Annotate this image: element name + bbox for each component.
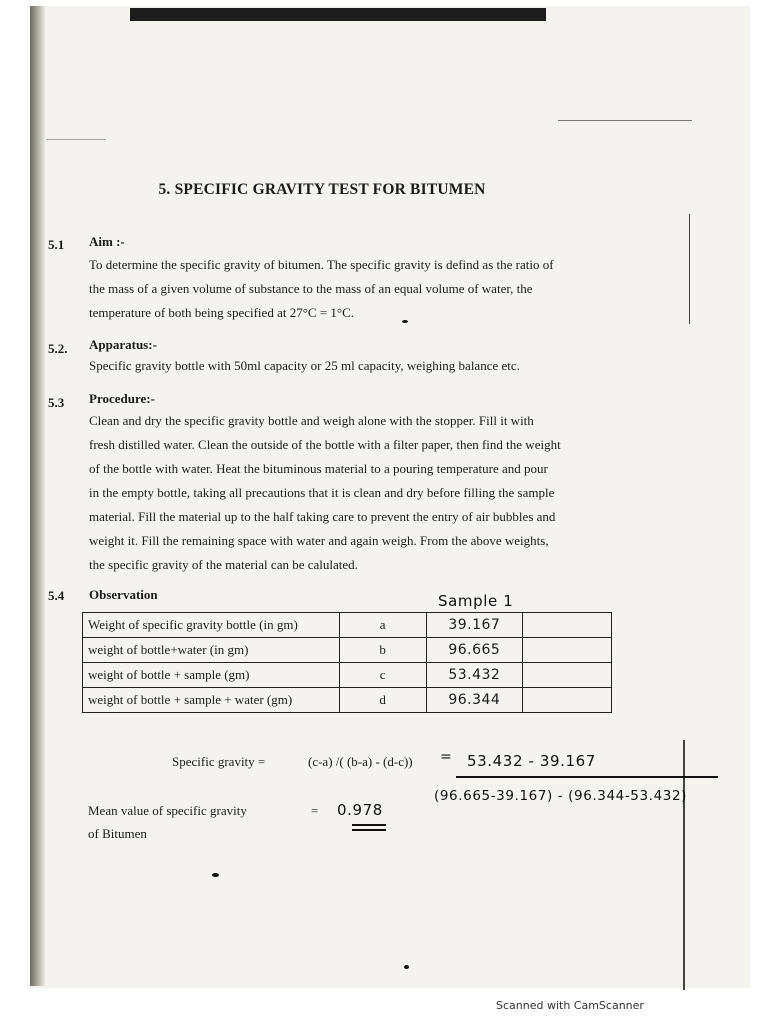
scan-rule <box>46 139 106 140</box>
text-line: Specific gravity bottle with 50ml capacity or 25 ml capacity, weighing balance etc. <box>89 358 520 373</box>
text-line: To determine the specific gravity of bitumen. The specific gravity is defind as the ratio of <box>89 257 554 272</box>
empty-cell <box>522 663 611 688</box>
formula-denominator: (96.665-39.167) - (96.344-53.432) <box>434 788 688 804</box>
row-value: 39.167 <box>426 613 522 638</box>
sample-header: Sample 1 <box>438 592 514 610</box>
formula-label: Specific gravity = <box>172 754 266 769</box>
row-label: weight of bottle + sample (gm) <box>83 663 340 688</box>
row-symbol: b <box>339 638 426 663</box>
apparatus-paragraph <box>89 354 617 378</box>
section-heading: Procedure:- <box>89 391 155 406</box>
text-line: in the empty bottle, taking all precautions that it is clean and dry before filling the sample <box>89 485 555 500</box>
row-value: 53.432 <box>426 663 522 688</box>
row-symbol: a <box>339 613 426 638</box>
row-symbol: c <box>339 663 426 688</box>
underline <box>352 829 386 831</box>
mean-value: 0.978 <box>337 801 383 819</box>
section-number: 5.4 <box>48 588 65 603</box>
scanner-watermark: Scanned with CamScanner <box>496 999 644 1012</box>
scan-speck <box>212 873 219 877</box>
row-value: 96.665 <box>426 638 522 663</box>
underline <box>352 824 386 826</box>
empty-cell <box>522 638 611 663</box>
page-title: 5. SPECIFIC GRAVITY TEST FOR BITUMEN <box>158 181 486 198</box>
text-line: the mass of a given volume of substance to the mass of an equal volume of water, the <box>89 281 533 296</box>
procedure-paragraph <box>89 409 617 577</box>
section-heading: Apparatus:- <box>89 337 157 352</box>
row-label: Weight of specific gravity bottle (in gm) <box>83 613 340 638</box>
aim-paragraph <box>89 253 617 325</box>
section-heading: Observation <box>89 587 158 602</box>
top-black-bar <box>130 8 546 21</box>
text-line: temperature of both being specified at 27°C = 1°C. <box>89 305 355 320</box>
margin-line <box>689 214 690 324</box>
formula-expression: (c-a) /( (b-a) - (d-c)) <box>308 754 413 769</box>
mean-label-line2: of Bitumen <box>88 826 147 841</box>
table-row <box>83 663 612 688</box>
row-symbol: d <box>339 688 426 713</box>
observation-table <box>82 612 612 713</box>
empty-cell <box>522 613 611 638</box>
table-row <box>83 688 612 713</box>
text-line: material. Fill the material up to the half taking care to prevent the entry of air bubbles and <box>89 509 556 524</box>
section-number: 5.1 <box>48 237 65 252</box>
mean-label: Mean value of specific gravity <box>88 803 247 818</box>
row-label: weight of bottle+water (in gm) <box>83 638 340 663</box>
fraction-bar <box>456 776 718 778</box>
section-heading: Aim :- <box>89 234 125 249</box>
text-line: the specific gravity of the material can be calulated. <box>89 557 358 572</box>
section-number: 5.3 <box>48 395 65 410</box>
scan-rule <box>558 120 692 121</box>
row-label: weight of bottle + sample + water (gm) <box>83 688 340 713</box>
page-binding-edge <box>30 6 46 986</box>
section-number: 5.2. <box>48 341 68 356</box>
text-line: weight it. Fill the remaining space with water and again weigh. From the above weights, <box>89 533 549 548</box>
mean-equals: = <box>311 803 319 818</box>
text-line: fresh distilled water. Clean the outside of the bottle with a filter paper, then find the weight <box>89 437 561 452</box>
text-line: of the bottle with water. Heat the bituminous material to a pouring temperature and pour <box>89 461 548 476</box>
scan-speck <box>404 965 409 969</box>
table-row <box>83 638 612 663</box>
scan-speck <box>402 320 408 323</box>
row-value: 96.344 <box>426 688 522 713</box>
formula-numerator: 53.432 - 39.167 <box>467 752 596 770</box>
margin-line <box>683 740 685 990</box>
formula-equals: = <box>440 749 453 765</box>
table-row <box>83 613 612 638</box>
text-line: Clean and dry the specific gravity bottle and weigh alone with the stopper. Fill it with <box>89 413 534 428</box>
empty-cell <box>522 688 611 713</box>
